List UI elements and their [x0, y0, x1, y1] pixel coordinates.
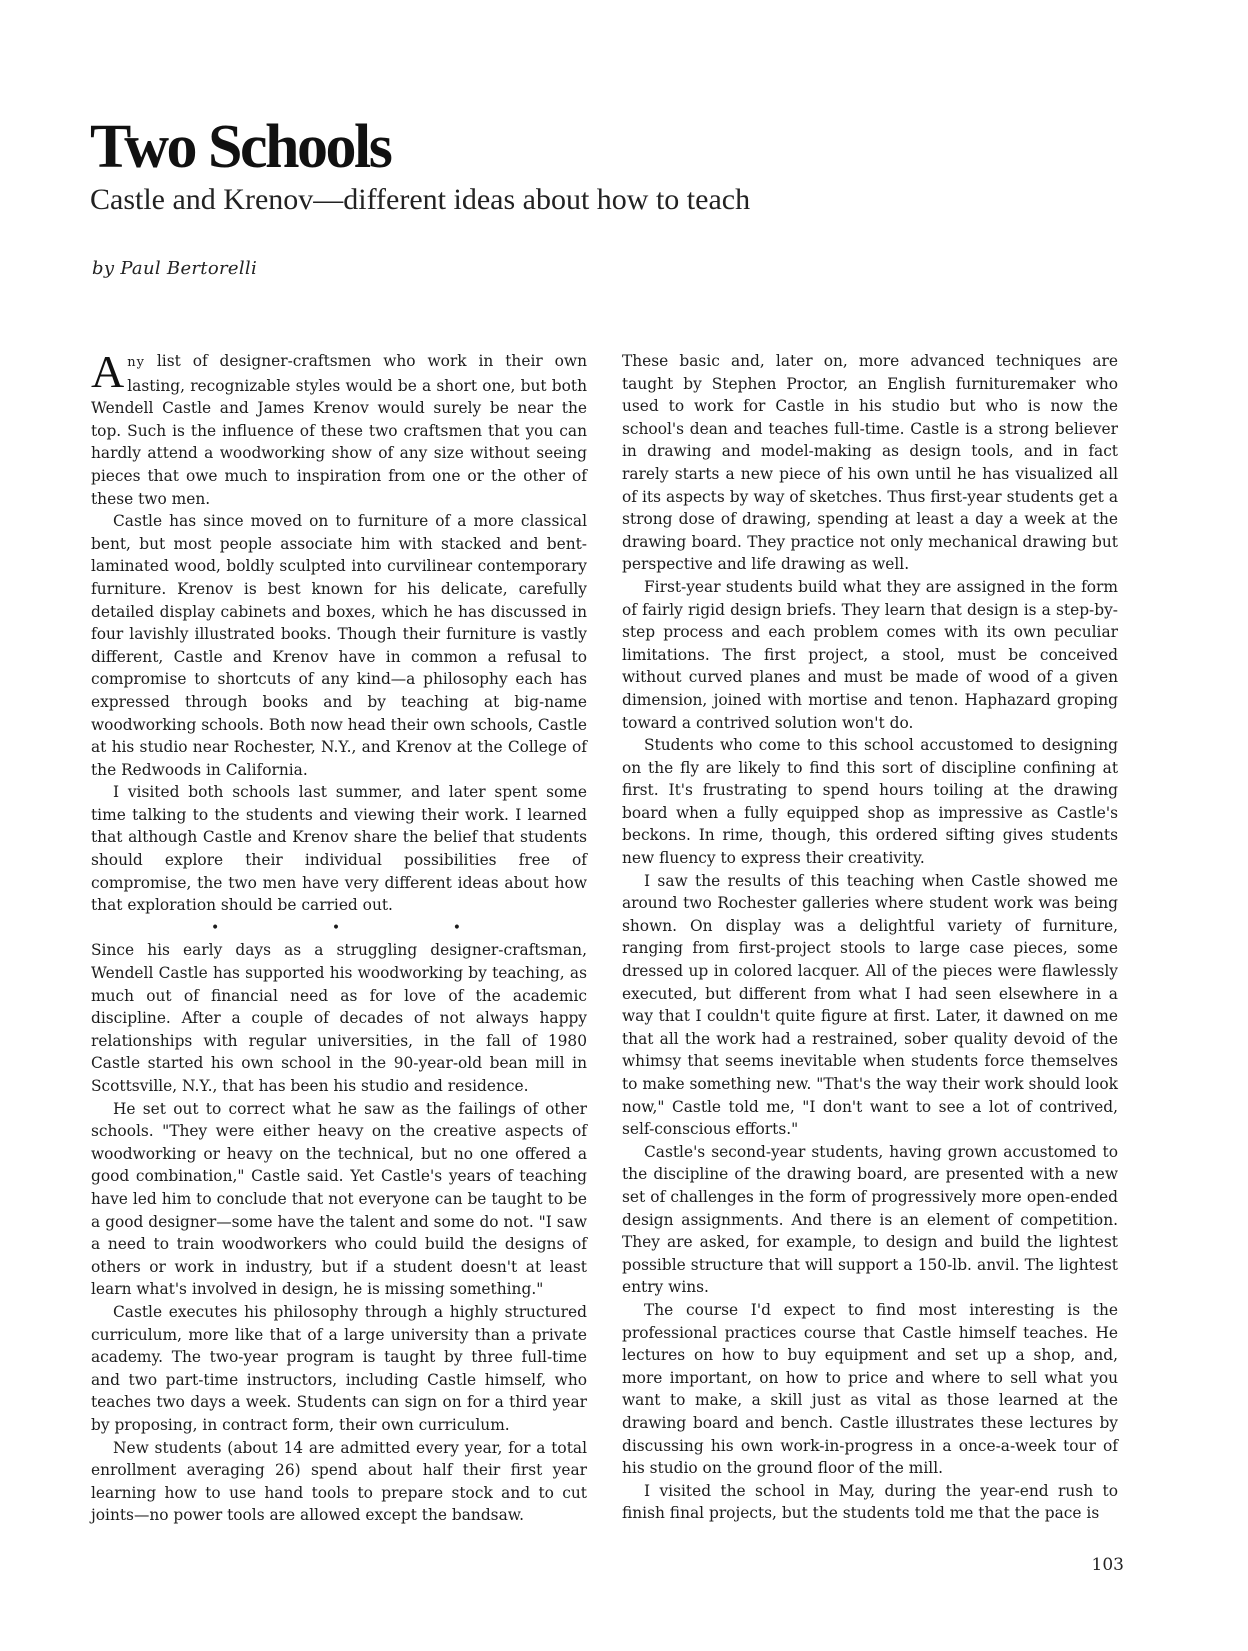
paragraph: I saw the results of this teaching when Castle showed me around two Rochester galleries where student work was being shown. On display was a delightful variety of furniture, ranging from first-project stools to large case pieces, some dressed up in colored lacquer. All of the pieces were flawlessly executed, but different from what I had seen elsewhere in a way that I couldn't quite figure at first. Later, it dawned on me that all the work had a restrained, sober quality devoid of the whimsy that seems inevitable when students force themselves to make something new. "That's the way their work should look now," Castle told me, "I don't want to see a lot of contrived, self-conscious efforts." [622, 871, 1118, 1139]
paragraph: Since his early days as a struggling designer-craftsman, Wendell Castle has supported his woodworking by teaching, as much out of financial need as for love of the academic discipline. After a couple of decades of not always happy relationships with regular universities, in the fall of 1980 Castle started his own school in the 90-year-old bean mill in Scottsville, N.Y., that has been his studio and residence. [91, 941, 587, 1095]
separator-dot: • [331, 919, 341, 936]
paragraph: Castle has since moved on to furniture of a more classical bent, but most people associate him with stacked and bent-laminated wood, boldly sculpted into curvilinear contemporary furniture. Krenov is best known for his delicate, carefully detailed display cabinets and boxes, which he has discussed in four lavishly illustrated books. Though their furniture is vastly different, Castle and Krenov have in common a refusal to compromise to shortcuts of any kind—a philosophy each has expressed through books and by teaching at big-name woodworking schools. Both now head their own schools, Castle at his studio near Rochester, N.Y., and Krenov at the College of the Redwoods in California. [91, 512, 587, 779]
drop-cap: A [91, 346, 125, 397]
section-separator [211, 917, 461, 940]
lead-in-text: ny [127, 355, 145, 370]
article-subtitle: Castle and Krenov—different ideas about how to teach [90, 183, 751, 216]
paragraph: Students who come to this school accustomed to designing on the fly are likely to find this sort of discipline confining at first. It's frustrating to spend hours toiling at the drawing board when a fully equipped shop as impressive as Castle's beckons. In rime, though, this ordered sifting gives students new fluency to express their creativity. [622, 736, 1118, 868]
paragraph: These basic and, later on, more advanced techniques are taught by Stephen Proctor, an English furnituremaker who used to work for Castle in his studio but who is now the school's dean and teaches full-time. Castle is a strong believer in drawing and model-making as design tools, and in fact rarely starts a new piece of his own until he has visualized all of its aspects by way of sketches. Thus first-year students get a strong dose of drawing, spending at least a day a week at the drawing board. They practice not only mechanical drawing but perspective and life drawing as well. [622, 352, 1118, 574]
separator-dot: • [211, 919, 220, 936]
right-column [622, 350, 1118, 1525]
paragraph: He set out to correct what he saw as the failings of other schools. "They were either heavy on the creative aspects of woodworking or heavy on the technical, but no one offered a good combination," Castle said. Yet Castle's years of teaching have led him to conclude that not everyone can be taught to be a good designer—some have the talent and some do not. "I saw a need to train woodworkers who could build the designs of others or work in industry, but if a student doesn't at least learn what's involved in design, he is missing something." [91, 1099, 587, 1299]
article-title: Two Schools [90, 113, 391, 181]
paragraph: First-year students build what they are assigned in the form of fairly rigid design briefs. They learn that design is a step-by-step process and each problem comes with its own peculiar limitations. The first project, a stool, must be conceived without curved planes and must be made of wood of a given dimension, joined with mortise and tenon. Haphazard groping toward a contrived solution won't do. [622, 577, 1118, 732]
paragraph: I visited both schools last summer, and later spent some time talking to the students and viewing their work. I learned that although Castle and Krenov share the belief that students should explore their individual possibilities free of compromise, the two men have very different ideas about how that exploration should be carried out. [91, 783, 587, 915]
paragraph: Castle executes his philosophy through a highly structured curriculum, more like that of a large university than a private academy. The two-year program is taught by three full-time and two part-time instructors, including Castle himself, who teaches two days a week. Students can sign on for a third year by proposing, in contract form, their own curriculum. [91, 1302, 587, 1434]
paragraph: Castle's second-year students, having grown accustomed to the discipline of the drawing board, are presented with a new set of challenges in the form of progressively more open-ended design assignments. And there is an element of competition. They are asked, for example, to design and build the lightest possible structure that will support a 150-lb. anvil. The lightest entry wins. [622, 1142, 1118, 1297]
paragraph: New students (about 14 are admitted every year, for a total enrollment averaging 26) spend about half their first year learning how to use hand tools to prepare stock and to cut joints—no power tools are allowed except the bandsaw. [91, 1438, 587, 1525]
paragraph-text: list of designer-craftsmen who work in their own lasting, recognizable styles would be a short one, but both Wendell Castle and James Krenov would surely be near the top. Such is the influence of these two craftsmen that you can hardly attend a woodworking show of any size without seeing pieces that owe much to inspiration from one or the other of these two men. [91, 352, 587, 508]
page-number: 103 [1091, 1555, 1124, 1575]
separator-dot: • [452, 919, 461, 936]
paragraph: The course I'd expect to find most interesting is the professional practices course that Castle himself teaches. He lectures on how to buy equipment and set up a shop, and, more important, on how to price and where to sell what you want to make, a skill just as vital as those learned at the drawing board and bench. Castle illustrates these lectures by discussing his own work-in-progress in a once-a-week tour of his studio on the ground floor of the mill. [622, 1300, 1118, 1478]
paragraph: I visited the school in May, during the year-end rush to finish final projects, but the students told me that the pace is [622, 1481, 1118, 1523]
paragraph [91, 346, 587, 510]
byline: by Paul Bertorelli [92, 258, 258, 279]
left-column [91, 346, 587, 1527]
